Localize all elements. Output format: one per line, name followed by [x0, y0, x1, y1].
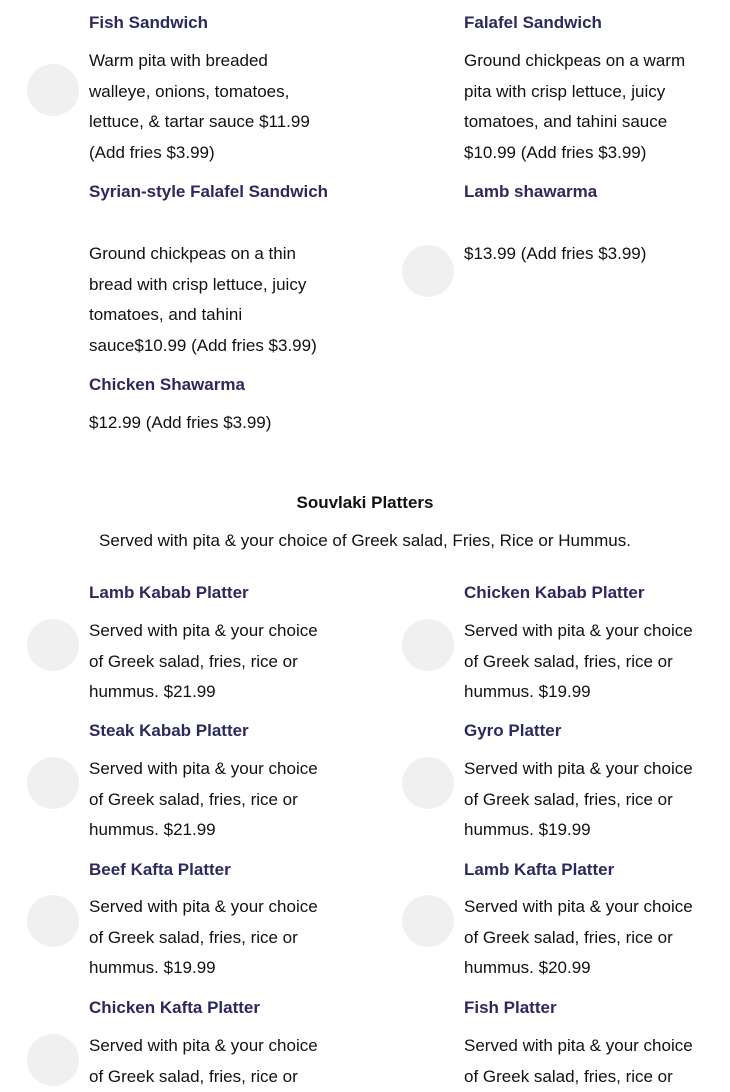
section-title: Souvlaki Platters [296, 493, 434, 512]
menu-item-description: $13.99 (Add fries $3.99) [464, 244, 647, 263]
item-image-placeholder[interactable] [27, 895, 79, 947]
menu-item-title[interactable]: Beef Kafta Platter [89, 860, 231, 879]
menu-item-title[interactable]: Chicken Kafta Platter [89, 998, 260, 1017]
menu-item-title[interactable]: Chicken Kabab Platter [464, 583, 645, 602]
item-image-placeholder[interactable] [27, 619, 79, 671]
menu-item-description: Served with pita & your choice of Greek salad, fries, rice or [464, 1036, 693, 1086]
menu-item-description: $12.99 (Add fries $3.99) [89, 413, 272, 432]
item-image-placeholder[interactable] [402, 245, 454, 297]
menu-item-title[interactable]: Falafel Sandwich [464, 13, 602, 32]
menu-item-title[interactable]: Steak Kabab Platter [89, 721, 249, 740]
menu-item-title[interactable]: Chicken Shawarma [89, 375, 245, 394]
item-image-placeholder[interactable] [402, 757, 454, 809]
menu-item-title[interactable]: Gyro Platter [464, 721, 562, 740]
menu-item-description: Served with pita & your choice of Greek salad, fries, rice or hummus. $19.99 [464, 621, 693, 701]
menu-item-description: Served with pita & your choice of Greek salad, fries, rice or hummus. $20.99 [464, 897, 693, 977]
item-image-placeholder[interactable] [27, 757, 79, 809]
menu-item-title[interactable]: Syrian-style Falafel Sandwich [89, 182, 329, 201]
menu-item-title[interactable]: Lamb Kabab Platter [89, 583, 249, 602]
menu-item-description: Served with pita & your choice of Greek salad, fries, rice or hummus. $21.99 [89, 621, 318, 701]
section-subtitle: Served with pita & your choice of Greek salad, Fries, Rice or Hummus. [99, 531, 631, 550]
menu-item-description: Ground chickpeas on a warm pita with crisp lettuce, juicy tomatoes, and tahini sauce $10.99 (Add fries $3.99) [464, 51, 686, 162]
menu-item-title[interactable]: Fish Platter [464, 998, 557, 1017]
item-image-placeholder[interactable] [402, 619, 454, 671]
menu-item-description: Ground chickpeas on a thin bread with crisp lettuce, juicy tomatoes, and tahini sauce$10.99 (Add fries $3.99) [89, 244, 317, 355]
menu-item-title[interactable]: Fish Sandwich [89, 13, 209, 32]
item-image-placeholder[interactable] [27, 1034, 79, 1086]
menu-item-description: Served with pita & your choice of Greek salad, fries, rice or hummus. $19.99 [89, 897, 318, 977]
item-image-placeholder[interactable] [402, 895, 454, 947]
menu-item-description: Served with pita & your choice of Greek salad, fries, rice or hummus. $21.99 [89, 759, 318, 839]
menu-item-description: Served with pita & your choice of Greek salad, fries, rice or [89, 1036, 318, 1086]
menu-item-description: Warm pita with breaded walleye, onions, tomatoes, lettuce, & tartar sauce $11.99 (Add fries $3.99) [89, 51, 310, 162]
item-image-placeholder[interactable] [27, 64, 79, 116]
menu-item-title[interactable]: Lamb shawarma [464, 182, 598, 201]
menu-item-title[interactable]: Lamb Kafta Platter [464, 860, 615, 879]
menu-item-description: Served with pita & your choice of Greek salad, fries, rice or hummus. $19.99 [464, 759, 693, 839]
